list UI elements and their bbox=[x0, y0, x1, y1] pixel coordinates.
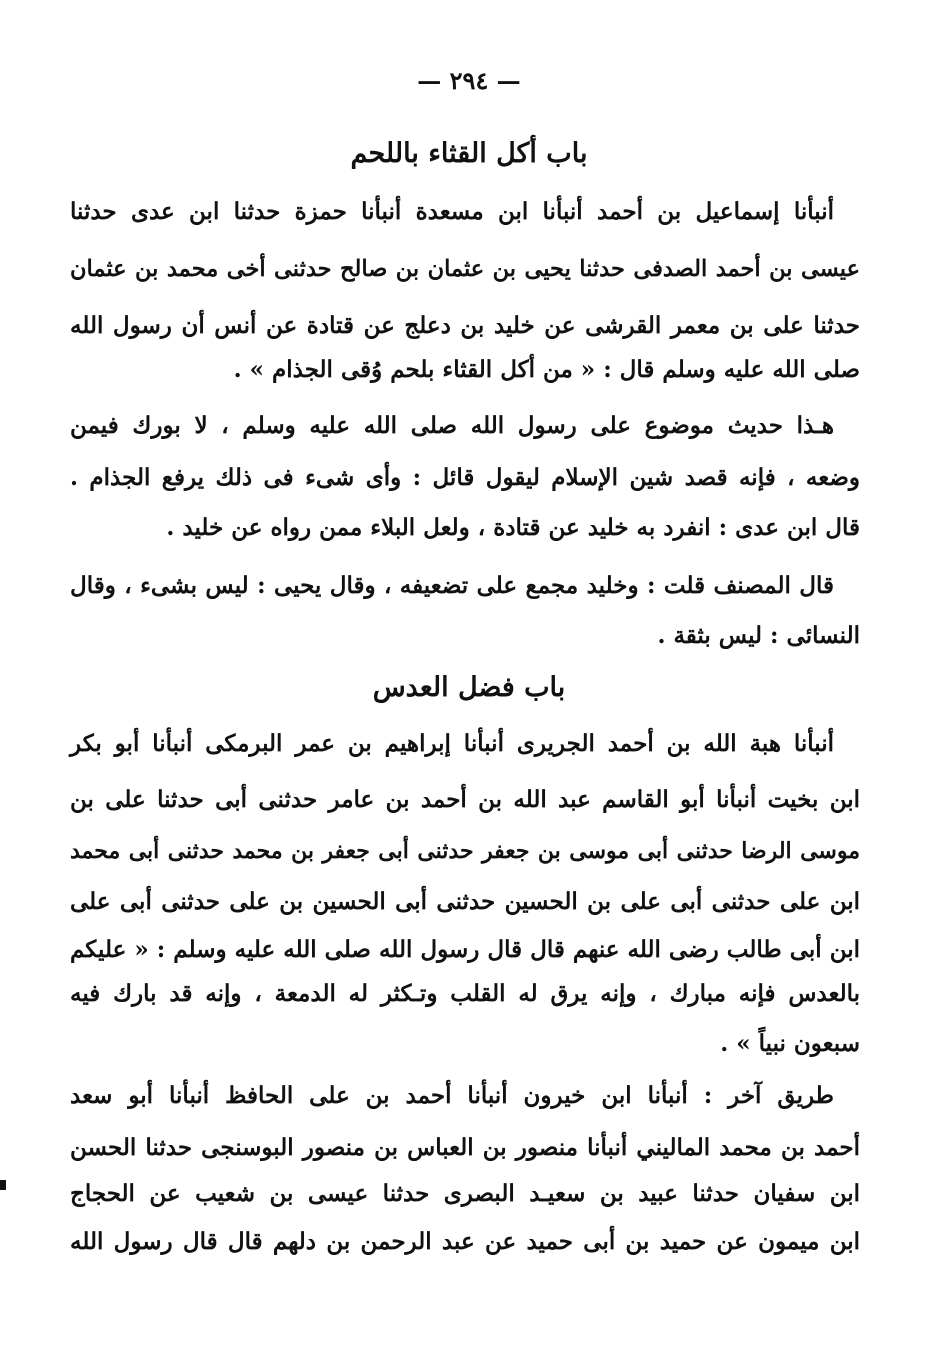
scan-edge-mark bbox=[0, 1180, 6, 1190]
text-line: صلى الله عليه وسلم قال : « من أكل القثاء بلحم وُقى الجذام » . bbox=[233, 356, 860, 383]
text-line: ابن بخيت أنبأنا أبو القاسم عبد الله بن أحمد بن عامر حدثنى أبى حدثنا على بن bbox=[70, 786, 860, 813]
section-heading-adas: باب فضل العدس bbox=[372, 672, 566, 703]
text-line: ابن أبى طالب رضى الله عنهم قال قال رسول الله صلى الله عليه وسلم : « عليكم bbox=[70, 936, 860, 963]
text-line: طريق آخر : أنبأنا ابن خيرون أنبأنا أحمد بن على الحافظ أنبأنا أبو سعد bbox=[70, 1082, 834, 1109]
text-line: النسائى : ليس بثقة . bbox=[657, 622, 860, 649]
section-heading-qiththa: باب أكل القثاء باللحم bbox=[350, 138, 588, 169]
text-line: عيسى بن أحمد الصدفى حدثنا يحيى بن عثمان بن صالح حدثنى أخى محمد بن عثمان bbox=[70, 256, 860, 282]
text-line: هـذا حديث موضوع على رسول الله صلى الله عليه وسلم ، لا بورك فيمن bbox=[70, 412, 834, 439]
text-line: ابن سفيان حدثنا عبيد بن سعيـد البصرى حدثنا عيسى بن شعيب عن الحجاج bbox=[70, 1180, 860, 1207]
text-line: موسى الرضا حدثنى أبى موسى بن جعفر حدثنى أبى جعفر بن محمد حدثنى أبى محمد bbox=[70, 838, 860, 864]
text-line: ابن على حدثنى أبى على بن الحسين حدثنى أبى الحسين بن على حدثنى أبى على bbox=[70, 888, 860, 915]
text-line: حدثنا على بن معمر القرشى عن خليد بن دعلج عن قتادة عن أنس أن رسول الله bbox=[70, 312, 860, 339]
text-line: ابن ميمون عن حميد بن أبى حميد عن عبد الرحمن بن دلهم قال قال رسول الله bbox=[70, 1228, 860, 1255]
text-line: أنبأنا هبة الله بن أحمد الجريرى أنبأنا إبراهيم بن عمر البرمكى أنبأنا أبو بكر bbox=[70, 730, 834, 757]
text-line: سبعون نبياً » . bbox=[720, 1030, 860, 1057]
text-line: قال المصنف قلت : وخليد مجمع على تضعيفه ، وقال يحيى : ليس بشىء ، وقال bbox=[70, 572, 834, 599]
page-number: — ٢٩٤ — bbox=[417, 66, 521, 95]
text-line: أحمد بن محمد الماليني أنبأنا منصور بن العباس بن منصور البوسنجى حدثنا الحسن bbox=[70, 1134, 860, 1161]
text-line: قال ابن عدى : انفرد به خليد عن قتادة ، ولعل البلاء ممن رواه عن خليد . bbox=[166, 514, 860, 541]
text-line: أنبأنا إسماعيل بن أحمد أنبأنا ابن مسعدة أنبأنا حمزة حدثنا ابن عدى حدثنا bbox=[70, 198, 834, 225]
text-line: وضعه ، فإنه قصد شين الإسلام ليقول قائل : وأى شىء فى ذلك يرفع الجذام . bbox=[70, 464, 860, 491]
text-line: بالعدس فإنه مبارك ، وإنه يرق له القلب وتـكثر له الدمعة ، وإنه قد بارك فيه bbox=[70, 980, 860, 1007]
